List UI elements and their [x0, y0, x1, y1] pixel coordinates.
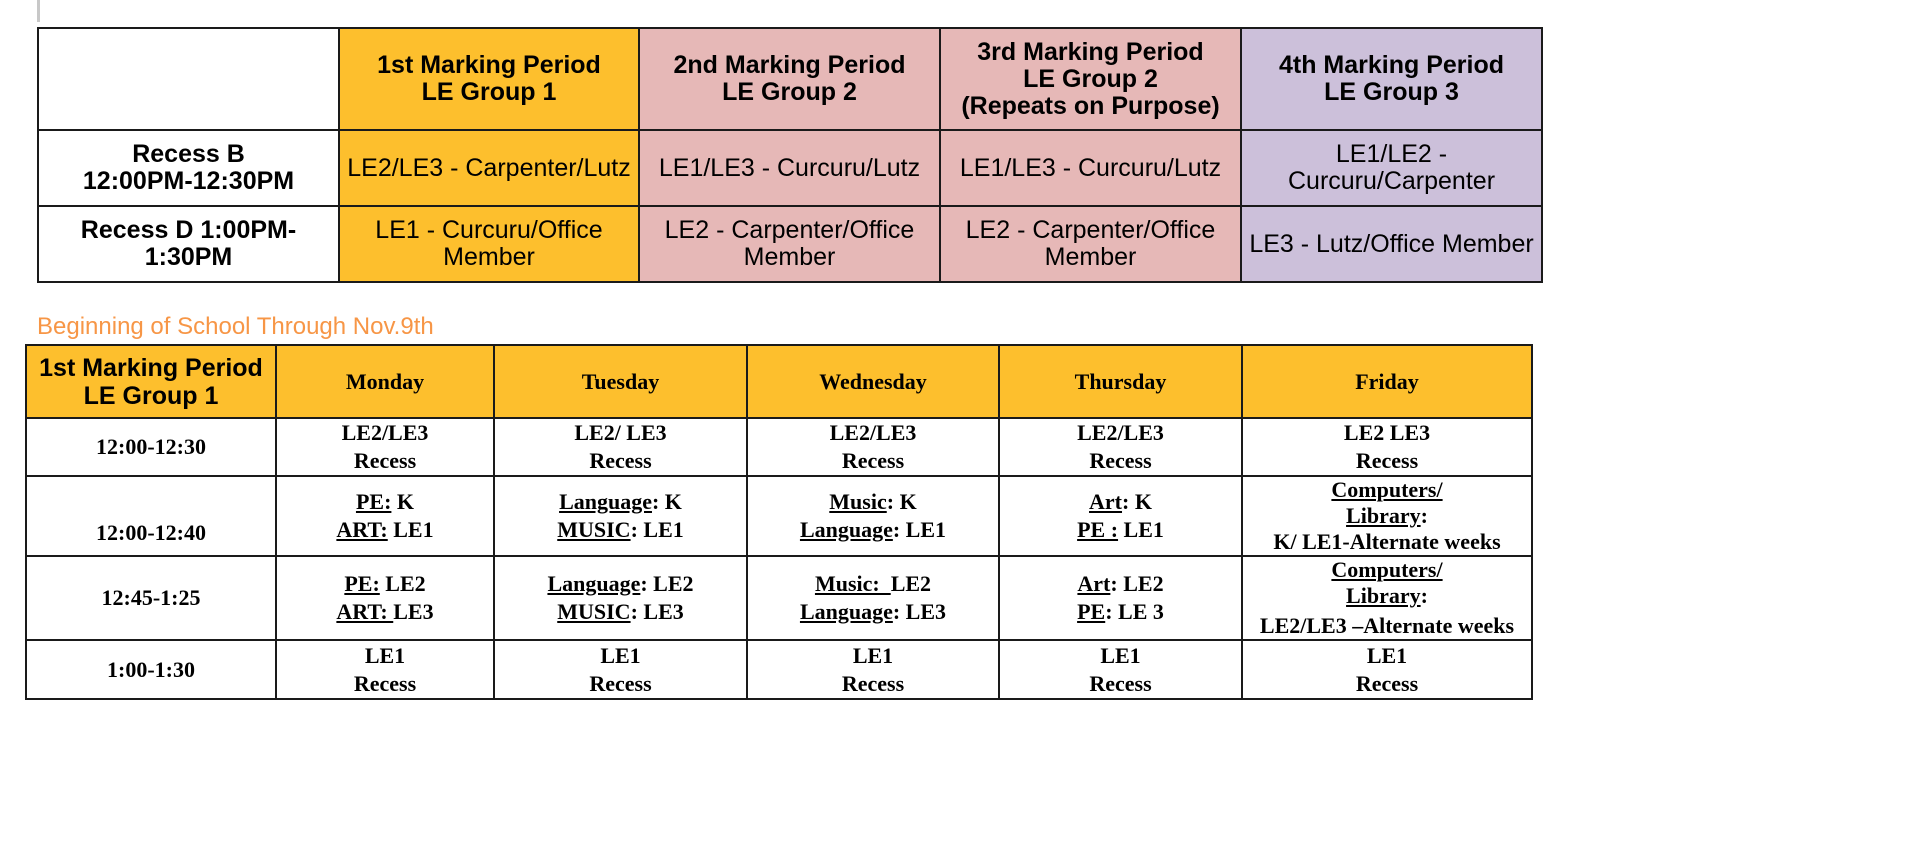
schedule-row-0100-0130	[26, 640, 1532, 699]
schedule-cell	[747, 418, 999, 476]
text-cursor-margin-bar	[37, 0, 40, 22]
subject-label: PE:	[344, 571, 380, 596]
cell-text: LE1 - Curcuru/Office	[375, 216, 603, 244]
group-value: : LE2	[1110, 571, 1164, 596]
cell-text: LE3 - Lutz/Office Member	[1249, 229, 1534, 258]
row-label-line: 12:00PM-12:30PM	[82, 167, 295, 195]
day-header-thursday: Thursday	[999, 345, 1242, 418]
cell-text: LE1/LE3 - Curcuru/Lutz	[658, 153, 921, 182]
group-value: LE3	[393, 599, 434, 624]
header-line: LE Group 2	[1023, 64, 1158, 93]
cell-text: LE1/LE2 -	[1335, 140, 1448, 168]
group-value: LE1	[387, 517, 434, 542]
subject-label: MUSIC	[557, 517, 631, 542]
header-line: 3rd Marking Period	[977, 37, 1204, 66]
cell-line: LE1	[1100, 642, 1141, 668]
schedule-cell	[494, 476, 747, 556]
header-period-2	[639, 28, 940, 130]
header-line: LE Group 1	[421, 78, 557, 106]
cell-line: Recess	[1355, 670, 1419, 696]
schedule-cell	[494, 418, 747, 476]
schedule-row-1200-1230	[26, 418, 1532, 476]
group-value: : LE1	[630, 517, 684, 542]
cell-line: LE1	[600, 642, 641, 668]
cell-line: Recess	[1089, 670, 1152, 696]
group-value: : LE3	[630, 599, 684, 624]
schedule-cell	[494, 556, 747, 640]
cell-line: LE2/ LE3	[574, 420, 667, 445]
header-line: 4th Marking Period	[1278, 51, 1505, 79]
group-value: : LE 3	[1105, 599, 1164, 624]
cell-line: LE1	[852, 642, 894, 668]
subject-label: Computers/	[1331, 557, 1443, 582]
header-period-1	[339, 28, 639, 130]
cell-line: LE1	[364, 642, 406, 668]
subject-label: Music:	[814, 571, 891, 596]
corner-line: 1st Marking Period	[39, 353, 263, 382]
cell-recess-d-period-3	[940, 206, 1241, 282]
subject-label: Language	[799, 599, 893, 624]
group-value: LE1	[1118, 517, 1164, 542]
schedule-cell	[999, 476, 1242, 556]
weekly-specials-schedule-table	[25, 344, 1533, 700]
cell-text: LE1/LE3 - Curcuru/Lutz	[959, 153, 1222, 182]
header-line: 2nd Marking Period	[673, 51, 906, 79]
cell-line: LE2/LE3	[341, 420, 429, 445]
group-value: K/ LE1-Alternate weeks	[1273, 529, 1501, 554]
row-label-line: Recess D 1:00PM-1:30PM	[80, 216, 297, 271]
schedule-cell	[276, 476, 494, 556]
day-header-tuesday: Tuesday	[494, 345, 747, 418]
schedule-cell	[747, 640, 999, 699]
cell-recess-d-period-2	[639, 206, 940, 282]
schedule-cell	[1242, 418, 1532, 476]
subject-label: Library	[1346, 583, 1421, 608]
header-line: LE Group 2	[722, 78, 857, 106]
subject-label: Art	[1089, 489, 1123, 514]
header-line: LE Group 3	[1324, 78, 1459, 106]
cell-text: LE2 - Carpenter/Office	[664, 216, 915, 244]
time-cell: 12:00-12:30	[26, 418, 276, 476]
subject-label: Language	[559, 489, 652, 514]
subject-label: Music	[829, 489, 887, 514]
cell-line: LE2/LE3	[829, 420, 917, 445]
group-value: : LE3	[892, 599, 947, 624]
group-value: : K	[1122, 489, 1152, 514]
time-cell: 1:00-1:30	[26, 640, 276, 699]
group-value: LE2	[890, 571, 932, 596]
cell-text: Member	[443, 243, 535, 271]
group-value: : LE1	[892, 517, 947, 542]
schedule-cell	[276, 640, 494, 699]
group-value: : K	[886, 489, 917, 514]
subject-label: PE:	[355, 489, 392, 514]
empty-corner-cell	[38, 28, 339, 130]
cell-recess-b-period-4	[1241, 130, 1542, 206]
schedule-header-row	[26, 345, 1532, 418]
subject-label: Computers/	[1331, 477, 1443, 502]
schedule-cell	[999, 556, 1242, 640]
day-header-monday: Monday	[276, 345, 494, 418]
cell-recess-b-period-1	[339, 130, 639, 206]
recess-duty-header-row	[38, 28, 1542, 130]
header-line: 1st Marking Period	[377, 51, 601, 79]
schedule-cell	[276, 556, 494, 640]
cell-recess-b-period-2	[639, 130, 940, 206]
schedule-cell	[747, 476, 999, 556]
cell-text: LE2/LE3 - Carpenter/Lutz	[347, 153, 631, 182]
day-header-friday: Friday	[1242, 345, 1532, 418]
group-value: :	[1420, 583, 1428, 608]
row-label-line: Recess B	[132, 140, 245, 168]
schedule-cell	[276, 418, 494, 476]
cell-line: Recess	[1089, 448, 1152, 473]
row-label-recess-d	[38, 206, 339, 282]
time-cell: 12:45-1:25	[26, 556, 276, 640]
schedule-cell	[1242, 476, 1532, 556]
cell-text: LE2 - Carpenter/Office	[965, 216, 1216, 244]
cell-text: Member	[1044, 243, 1137, 271]
subject-label: ART:	[336, 517, 388, 542]
cell-line: Recess	[589, 670, 652, 696]
corner-line: LE Group 1	[83, 381, 219, 410]
cell-recess-b-period-3	[940, 130, 1241, 206]
cell-text: Curcuru/Carpenter	[1287, 167, 1496, 195]
subject-label: ART:	[336, 599, 394, 624]
header-line: (Repeats on Purpose)	[961, 91, 1220, 120]
schedule-row-1245-0125	[26, 556, 1532, 640]
cell-line: Recess	[841, 448, 905, 473]
subject-label: Language	[547, 571, 641, 596]
schedule-cell	[999, 640, 1242, 699]
schedule-cell	[1242, 556, 1532, 640]
cell-line: Recess	[353, 670, 417, 696]
cell-recess-d-period-1	[339, 206, 639, 282]
group-value: : K	[651, 489, 682, 514]
cell-line: Recess	[1355, 448, 1419, 473]
subject-label: PE :	[1077, 517, 1119, 542]
cell-line: LE2 LE3	[1343, 420, 1431, 445]
header-period-3	[940, 28, 1241, 130]
subject-label: Art	[1077, 571, 1111, 596]
schedule-row-1200-1240	[26, 476, 1532, 556]
schedule-cell	[999, 418, 1242, 476]
recess-b-row	[38, 130, 1542, 206]
subject-label: Library	[1346, 503, 1421, 528]
schedule-cell	[747, 556, 999, 640]
cell-line: Recess	[589, 448, 652, 473]
group-value: : LE2	[640, 571, 694, 596]
schedule-cell	[494, 640, 747, 699]
section-heading: Beginning of School Through Nov.9th	[37, 313, 434, 340]
cell-line: Recess	[841, 670, 905, 696]
subject-label: Language	[799, 517, 893, 542]
subject-label: MUSIC	[557, 599, 631, 624]
group-value: K	[391, 489, 415, 514]
subject-label: PE	[1077, 599, 1106, 624]
cell-text: Member	[743, 243, 836, 271]
time-cell: 12:00-12:40	[26, 476, 276, 556]
group-value: LE2/LE3 –Alternate weeks	[1259, 613, 1515, 638]
schedule-corner-header	[26, 345, 276, 418]
cell-line: LE1	[1366, 642, 1408, 668]
header-period-4	[1241, 28, 1542, 130]
recess-d-row	[38, 206, 1542, 282]
group-value: :	[1420, 503, 1428, 528]
schedule-cell	[1242, 640, 1532, 699]
cell-line: Recess	[353, 448, 417, 473]
row-label-recess-b	[38, 130, 339, 206]
cell-line: LE2/LE3	[1077, 420, 1164, 445]
cell-recess-d-period-4	[1241, 206, 1542, 282]
group-value: LE2	[379, 571, 426, 596]
recess-duty-table	[37, 27, 1543, 283]
day-header-wednesday: Wednesday	[747, 345, 999, 418]
